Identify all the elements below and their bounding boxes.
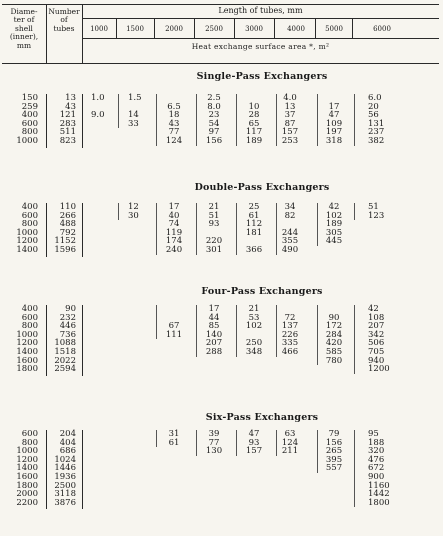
column-guide-rule	[236, 203, 237, 255]
column-guide-rule	[236, 94, 237, 146]
column-guide-rule	[118, 94, 119, 128]
section-title: Single-Pass Exchangers	[196, 71, 328, 82]
tubes-column-header	[46, 8, 82, 33]
length-value-3000: 3000	[245, 25, 263, 33]
column-guide-rule	[276, 430, 277, 456]
table-top-rule	[2, 4, 439, 5]
surface-area-column-4000: 72 137 226 335 466	[281, 312, 299, 357]
surface-area-column-6000: 51 123	[368, 202, 385, 221]
column-guide-rule	[236, 430, 237, 456]
tube-count-column: 110 266 488 792 1152 1596	[54, 202, 76, 255]
column-guide-rule	[354, 430, 355, 507]
surface-area-header: Heat exchange surface area *, m²	[191, 42, 330, 51]
tube-count-column: 204 404 686 1024 1446 1936 2500 3118 3876	[54, 429, 76, 508]
section-divider-bar	[82, 305, 83, 376]
column-guide-rule	[156, 305, 157, 339]
shell-diameter-column: 150 259 400 600 800 1000	[16, 93, 38, 146]
section-divider-bar	[82, 430, 83, 509]
column-guide-rule	[317, 305, 318, 365]
section-title: Double-Pass Exchangers	[194, 182, 330, 193]
length-value-5000: 5000	[325, 25, 343, 33]
section-divider-bar	[82, 203, 83, 257]
tube-count-column: 90 232 446 736 1088 1518 2022 2594	[54, 304, 76, 375]
length-value-6000: 6000	[373, 25, 391, 33]
tube-count-column: 13 43 121 283 511 823	[59, 93, 76, 146]
column-guide-rule	[196, 430, 197, 456]
column-guide-rule	[317, 430, 318, 473]
surface-area-column-2000: 67 111	[165, 321, 183, 340]
length-value-4000: 4000	[287, 25, 305, 33]
surface-area-column-5000: 90 172 284 420 585 780	[325, 312, 343, 366]
surface-area-column-2500: 2.5 8.0 23 54 97 156	[205, 93, 223, 146]
shell-diameter-column: 400 600 800 1000 1200 1400	[16, 202, 38, 255]
surface-area-column-5000: 42 102 189 305 445	[325, 202, 343, 247]
shell-diameter-column: 400 600 800 1000 1200 1400 1600 1800	[16, 304, 38, 375]
surface-area-column-3000: 10 28 65 117 189	[245, 101, 263, 146]
length-value-1000: 1000	[90, 25, 108, 33]
diameter-column-header	[2, 8, 46, 50]
surface-area-column-2500: 21 51 93 220 301	[205, 202, 223, 255]
surface-area-column-1000: 1.0 9.0	[91, 93, 105, 121]
length-value-2000: 2000	[165, 25, 183, 33]
surface-area-column-1500: 12 30	[128, 202, 139, 221]
length-of-tubes-header: Length of tubes, mm	[218, 6, 303, 15]
column-guide-rule	[276, 203, 277, 255]
surface-area-column-6000: 6.0 20 56 131 237 382	[368, 93, 385, 146]
surface-area-column-4000: 63 124 211	[281, 429, 299, 457]
diameter-label: Diame- ter of shell (inner), mm	[9, 7, 39, 50]
section-divider-bar	[46, 430, 47, 509]
column-guide-rule	[276, 94, 277, 146]
column-guide-rule	[317, 94, 318, 146]
section-divider-bar	[46, 203, 47, 257]
header-bottom-rule	[2, 63, 439, 64]
column-guide-rule	[118, 203, 119, 220]
surface-area-column-3000: 25 61 112 181 366	[245, 202, 263, 255]
section-title: Six-Pass Exchangers	[205, 412, 319, 423]
surface-area-column-2500: 17 44 85 140 207 288	[205, 304, 223, 357]
section-title: Four-Pass Exchangers	[201, 286, 323, 297]
column-guide-rule	[317, 203, 318, 246]
surface-area-column-4000: 34 82 244 355 490	[281, 202, 299, 255]
column-guide-rule	[156, 94, 157, 146]
tubes-label: Number of tubes	[48, 7, 80, 33]
section-divider-bar	[82, 94, 83, 148]
shell-diameter-column: 600 800 1000 1200 1400 1600 1800 2000 2200	[16, 429, 38, 508]
column-guide-rule	[236, 305, 237, 357]
surface-area-column-6000: 95 188 320 476 672 900 1160 1442 1800	[368, 429, 390, 508]
surface-area-column-6000: 42 108 207 342 506 705 940 1200	[368, 304, 390, 375]
column-guide-rule	[196, 94, 197, 146]
section-divider-bar	[46, 94, 47, 148]
column-guide-rule	[196, 305, 197, 357]
column-guide-rule	[354, 305, 355, 374]
surface-area-column-2000: 31 61	[168, 429, 180, 448]
surface-area-column-4000: 4.0 13 37 87 157 253	[281, 93, 299, 146]
column-guide-rule	[354, 203, 355, 220]
surface-area-column-2000: 6.5 18 43 77 124	[165, 101, 183, 146]
surface-area-column-2000: 17 40 74 119 174 240	[165, 202, 183, 255]
section-divider-bar	[46, 305, 47, 376]
column-guide-rule	[156, 203, 157, 255]
surface-area-column-2500: 39 77 130	[205, 429, 223, 457]
column-guide-rule	[276, 305, 277, 357]
column-guide-rule	[156, 430, 157, 447]
area-header-rule	[82, 38, 439, 39]
surface-area-column-5000: 17 47 109 197 318	[325, 101, 343, 146]
length-column-divider	[274, 18, 275, 38]
surface-area-column-3000: 21 53 102 250 348	[245, 304, 263, 357]
surface-area-column-3000: 47 93 157	[245, 429, 263, 457]
length-value-1500: 1500	[126, 25, 144, 33]
surface-area-column-5000: 79 156 265 395 557	[325, 429, 343, 474]
column-guide-rule	[354, 94, 355, 146]
surface-area-column-1500: 1.5 14 33	[128, 93, 142, 129]
length-header-rule	[82, 18, 439, 19]
length-value-2500: 2500	[205, 25, 223, 33]
column-guide-rule	[196, 203, 197, 255]
